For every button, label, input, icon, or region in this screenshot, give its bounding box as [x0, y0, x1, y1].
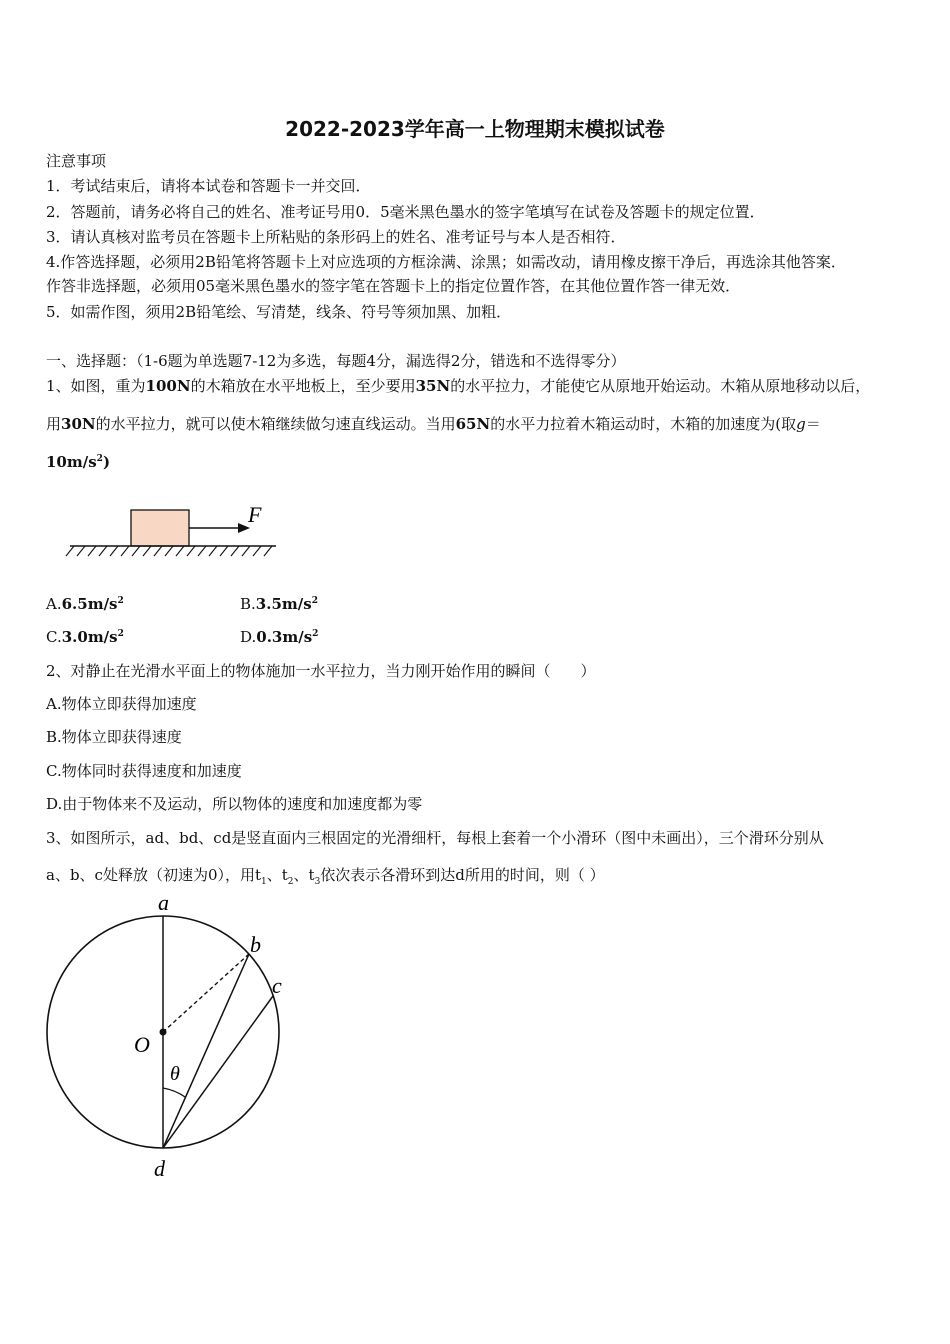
page-title: 2022-2023学年高一上物理期末模拟试卷 — [285, 117, 665, 141]
notes-item: 1．考试结束后，请将本试卷和答题卡一并交回． — [46, 177, 371, 195]
q2-option-c: C.物体同时获得速度和加速度 — [46, 762, 242, 780]
q2-stem: 2、对静止在光滑水平面上的物体施加一水平拉力，当力刚开始作用的瞬间（ ） — [46, 662, 596, 680]
q2-option-d: D.由于物体来不及运动，所以物体的速度和加速度都为零 — [46, 795, 423, 813]
q3-line2: a、b、c处释放（初速为0），用$t_1$、$t_2$、$t_3$依次表示各滑环到达d所用的时间，则（ ） — [46, 866, 605, 887]
label-d: d — [154, 1156, 165, 1181]
q1-option-a: $A.6.5m/s^2$ — [46, 595, 124, 613]
center-point — [160, 1029, 167, 1036]
q3-line1: 3、如图所示，ad、bd、cd是竖直面内三根固定的光滑细杆，每根上套着一个小滑环（图中未画出），三个滑环分别从 — [46, 829, 824, 847]
notes-item: 作答非选择题，必须用05毫米黑色墨水的签字笔在答题卡上的指定位置作答，在其他位置作答一律无效． — [46, 277, 741, 295]
q1-option-b: $B.3.5m/s^2$ — [240, 595, 318, 613]
notes-item: 3．请认真核对监考员在答题卡上所粘贴的条形码上的姓名、准考证号与本人是否相符． — [46, 228, 626, 246]
q1-option-d: $D.0.3m/s^2$ — [240, 628, 319, 646]
notes-heading: 注意事项 — [46, 152, 107, 170]
rod-bd — [163, 954, 249, 1148]
section-heading: 一、选择题：（1-6题为单选题7-12为多选，每题4分，漏选得2分，错选和不选得零分） — [46, 352, 626, 370]
label-b: b — [250, 932, 261, 957]
notes-item: 4.作答选择题，必须用2B铅笔将答题卡上对应选项的方框涂满、涂黑；如需改动，请用橡皮擦干净后，再选涂其他答案． — [46, 253, 846, 271]
q2-option-b: B.物体立即获得速度 — [46, 728, 182, 746]
label-theta: θ — [170, 1063, 180, 1085]
angle-arc — [163, 1088, 185, 1097]
label-o: O — [134, 1032, 150, 1057]
q1-line2: 用30N的水平拉力，就可以使木箱继续做匀速直线运动。当用65N的水平力拉着木箱运动时，木箱的加速度为(取g＝ — [46, 415, 821, 433]
q1-line1: 1、如图，重为100N的木箱放在水平地板上，至少要用35N的水平拉力，才能使它从原地开始运动。木箱从原地移动以后， — [46, 377, 871, 395]
q1-line3: $10m/s^2$) — [46, 453, 111, 471]
q2-option-a: A.物体立即获得加速度 — [46, 695, 197, 713]
notes-item: 2．答题前，请务必将自己的姓名、准考证号用0．5毫米黑色墨水的签字笔填写在试卷及答题卡的规定位置． — [46, 203, 765, 221]
force-label: F — [248, 502, 262, 527]
radius-ob-dashed — [163, 954, 249, 1032]
label-a: a — [158, 890, 169, 915]
label-c: c — [272, 973, 282, 998]
notes-item: 5．如需作图，须用2B铅笔绘、写清楚，线条、符号等须加黑、加粗． — [46, 303, 512, 321]
q1-option-c: $C.3.0m/s^2$ — [46, 628, 124, 646]
